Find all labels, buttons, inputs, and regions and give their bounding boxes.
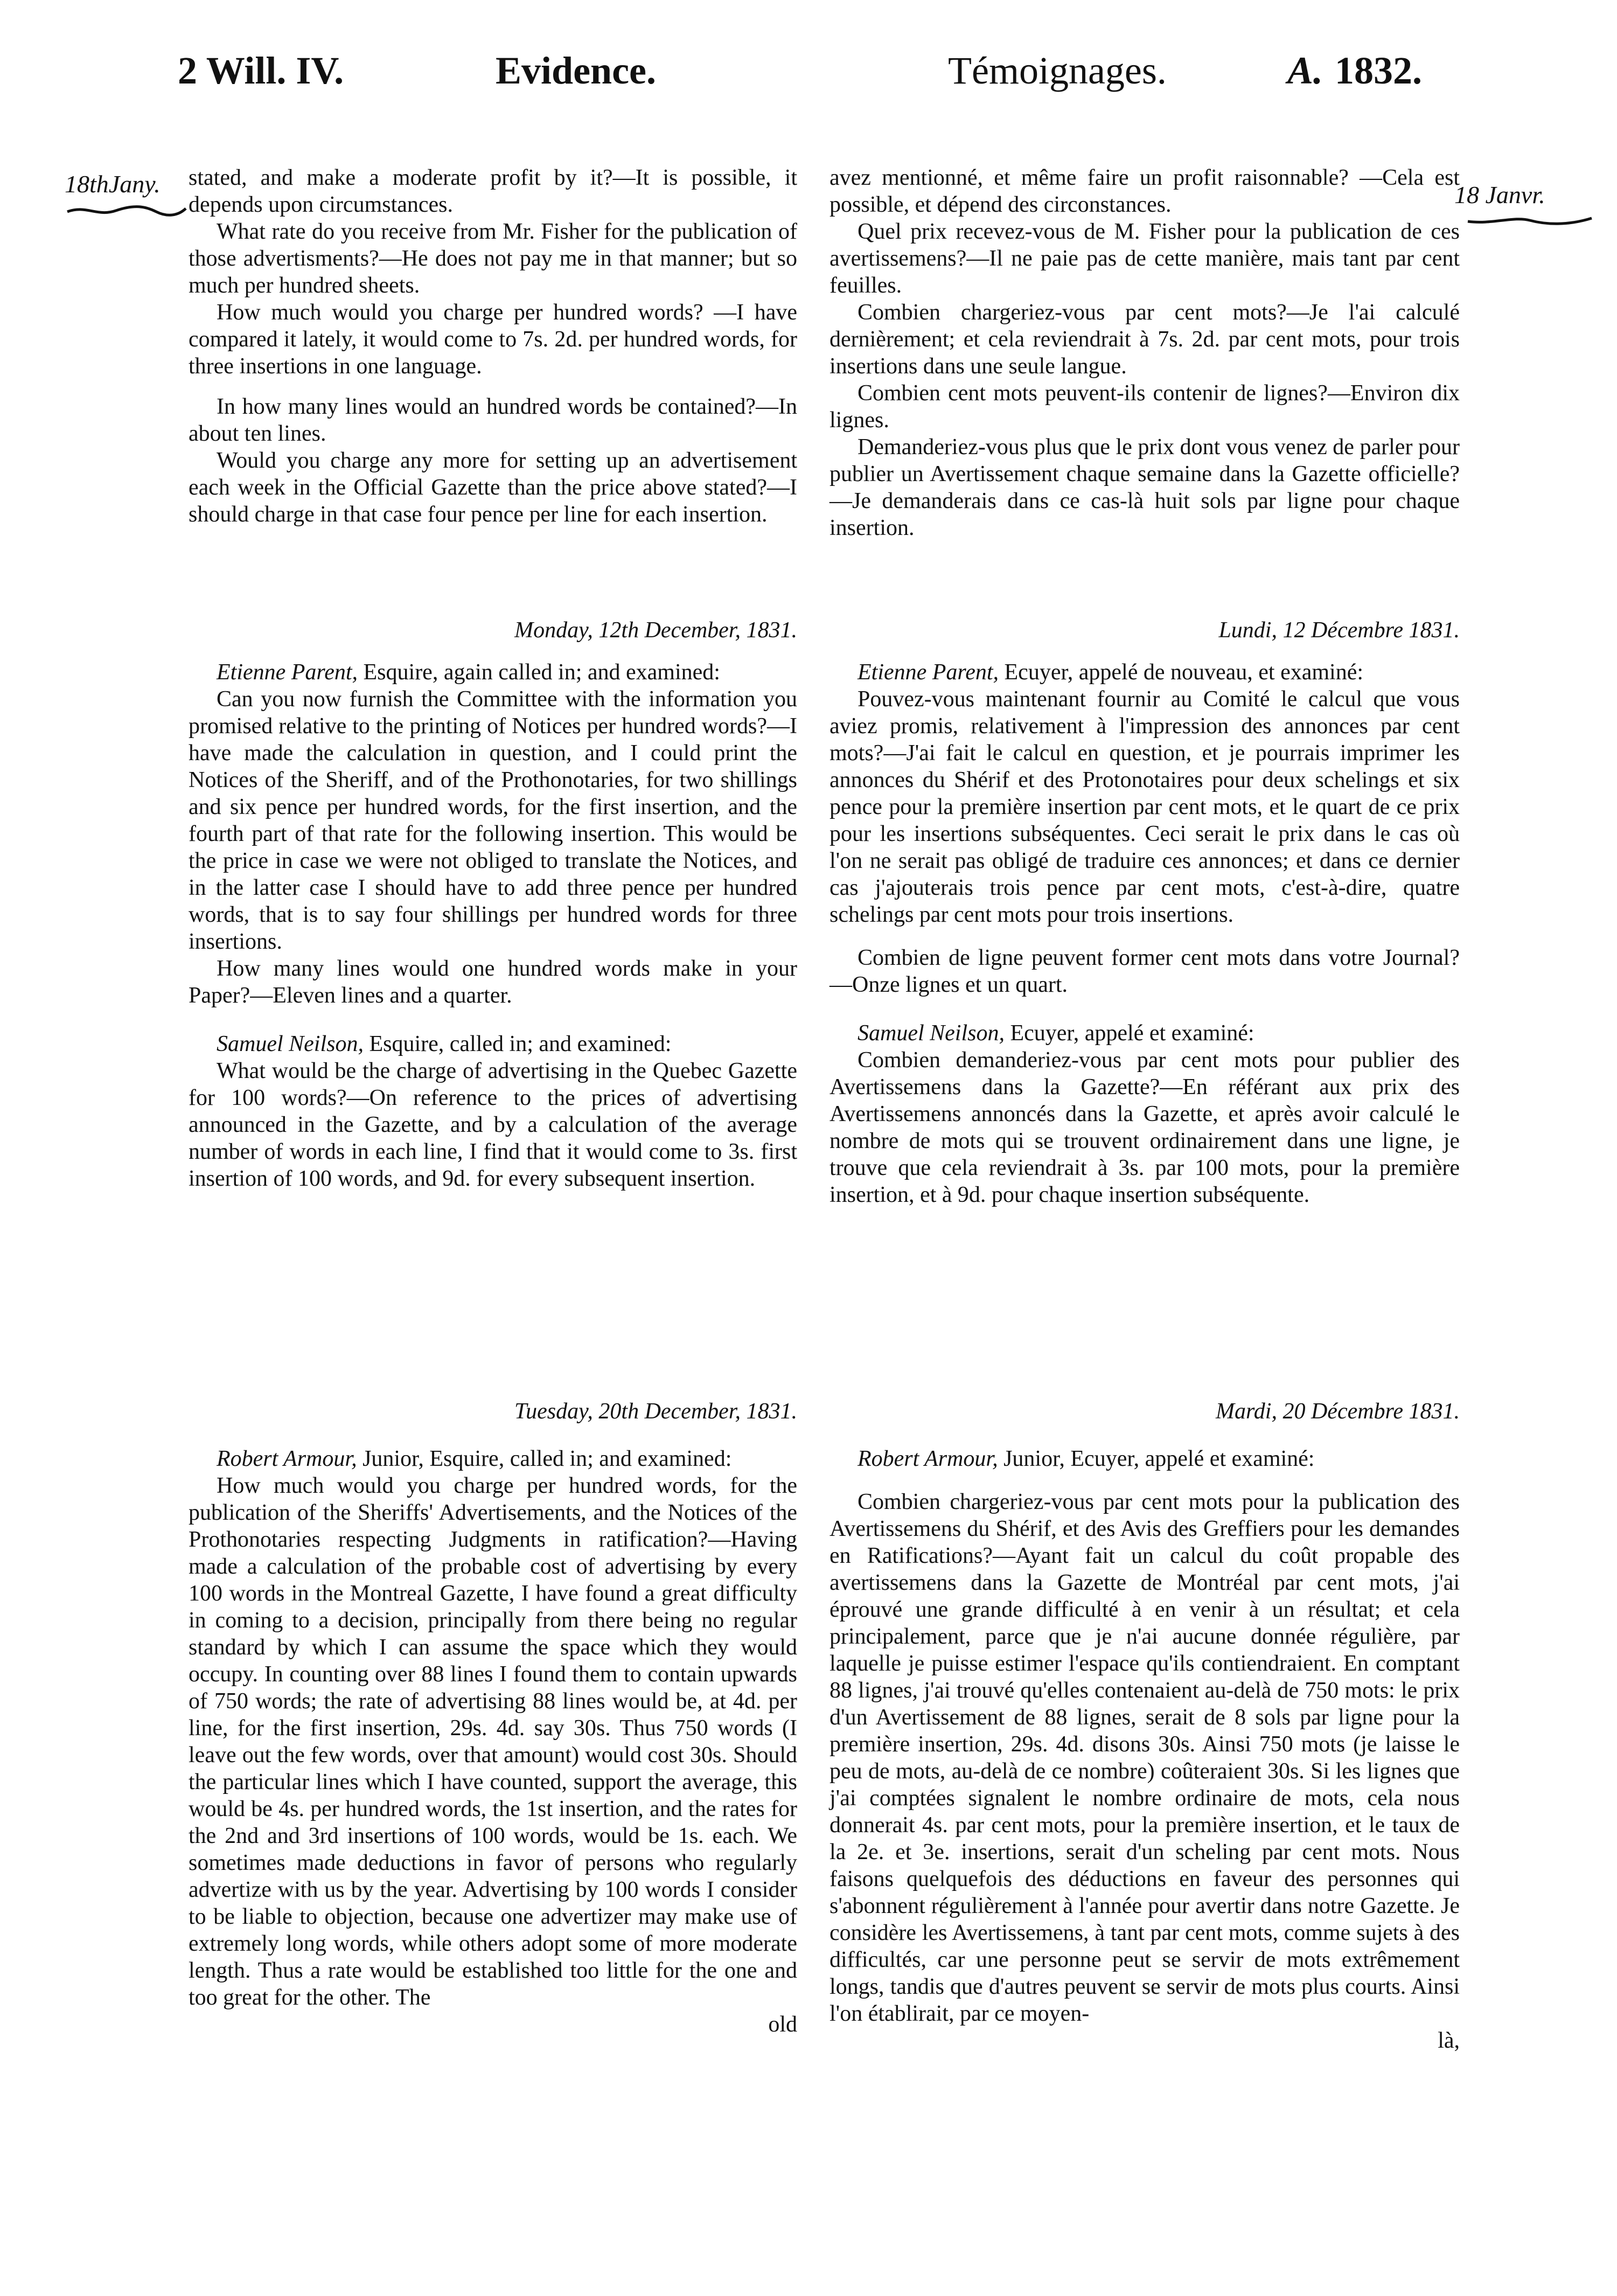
witness-line [830,659,1460,686]
english-section-continued [189,164,797,528]
witness-name: Robert Armour, [858,1446,998,1471]
paragraph: How much would you charge per hundred words? —I have compared it lately, it would come to 7s. 2d. per hundred words, for three insertions in one language. [189,300,797,379]
witness-name: Etienne Parent, [858,660,999,685]
paragraph: What rate do you receive from Mr. Fisher for the publication of those advertisments?—He does not pay me in that manner; but so much per hundred sheets. [189,219,797,298]
margin-brace-right-icon [1465,213,1594,229]
catchword: old [768,2012,797,2037]
paragraph: Combien cent mots peuvent-ils contenir de lignes?—Environ dix lignes. [830,381,1460,433]
sitting-date: Lundi, 12 Décembre 1831. [1218,618,1460,643]
sitting-date: Tuesday, 20th December, 1831. [514,1399,797,1424]
witness-name: Samuel Neilson, [858,1021,1005,1046]
english-section-monday [189,617,797,1192]
paragraph: Pouvez-vous maintenant fournir au Comité le calcul que vous aviez promis, relativement à l'impression des annonces par cent mots?—J'ai fait le calcul en question, et je pourrais imprimer les annonces du Shérif et des Protonotaires pour deux schelings et six pence pour la première insertion par cent mots, et le quart de ce prix pour les insertions subséquentes. Ceci serait le prix dans le cas où l'on ne serait pas obligé de traduire ces annonces; et dans ce dernier cas j'ajouterais trois pence par cent mots, c'est-à-dire, quatre schelings par cent mots pour trois insertions. [830,687,1460,927]
sitting-date: Mardi, 20 Décembre 1831. [1216,1399,1460,1424]
catchword: là, [1438,2028,1460,2053]
witness-status: Junior, Ecuyer, appelé et examiné: [998,1446,1315,1471]
witness-status: Esquire, called in; and examined: [363,1032,672,1056]
paragraph: What would be the charge of advertising in the Quebec Gazette for 100 words?—On reference to the prices of advertising announced in the Gazette, and by a calculation of the average number of words in each line, I find that it would come to 3s. first insertion of 100 words, and 9d. for every subsequent insertion. [189,1059,797,1191]
paragraph: How many lines would one hundred words make in your Paper?—Eleven lines and a quarter. [189,956,797,1008]
running-head-temoignages: Témoignages. [948,49,1167,92]
year: 1832. [1335,49,1423,92]
margin-date-english: 18thJany. [65,170,161,198]
witness-line [189,1445,797,1472]
sitting-date: Monday, 12th December, 1831. [514,618,797,643]
witness-status: Esquire, again called in; and examined: [358,660,720,685]
witness-line [189,659,797,686]
witness-line [830,1445,1460,1472]
witness-status: Ecuyer, appelé de nouveau, et examiné: [999,660,1364,685]
running-head-session: 2 Will. IV. [178,49,344,92]
margin-brace-left-icon [65,202,189,218]
paragraph: Combien chargeriez-vous par cent mots pour la publication des Avertissemens du Shérif, et des Avis des Greffiers pour les demandes en Ratifications?—Ayant fait un calcul du coût propable des avertissemens dans la Gazette de Montréal par cent mots, j'ai éprouvé une grande difficulté à en venir à un résultat; et cela principalement, parce que je n'ai aucune donnée régulière, par laquelle je puisse estimer l'espace qu'ils contiendraient. En comptant 88 lignes, j'ai trouvé qu'elles contenaient au-delà de 750 mots: le prix d'un Avertissement de 88 lignes, serait de 8 sols par ligne pour la première insertion, 29s. 4d. disons 30s. Ainsi 750 mots (je laisse le peu de mots, au-delà de ce nombre) coûteraient 30s. Si les lignes que j'ai comptées signalent le nombre ordinaire de mots, cela nous donnerait 4s. par cent mots, pour la première insertion, et le taux de la 2e. et 3e. insertions, serait d'un scheling par cent mots. Nous faisons quelquefois des déductions en faveur des personnes qui s'abonnent régulièrement à l'année pour avertir dans notre Gazette. Je considère les Avertissemens, à tant par cent mots, comme sujets à des difficultés, car une personne peut se servir de mots extrêmement longs, tandis que d'autres peuvent se servir de mots plus courts. Ainsi l'on établirait, par ce moyen- [830,1490,1460,2026]
paragraph: Can you now furnish the Committee with the information you promised relative to the printing of Notices per hundred words?—I have made the calculation in question, and I could print the Notices of the Sheriff, and of the Prothonotaries, for two shillings and six pence per hundred words, for the first insertion, and the fourth part of that rate for the following insertion. This would be the price in case we were not obliged to translate the Notices, and in the latter case I should have to add three pence per hundred words, that is to say four shillings per hundred words for three insertions. [189,687,797,954]
paragraph: In how many lines would an hundred words be contained?—In about ten lines. [189,394,797,446]
paragraph: Combien chargeriez-vous par cent mots?—Je l'ai calculé dernièrement; et cela reviendrait à 7s. 2d. par cent mots, pour trois insertions dans une seule langue. [830,300,1460,379]
running-head-evidence: Evidence. [496,49,656,92]
witness-name: Samuel Neilson, [217,1032,364,1056]
witness-status: Junior, Esquire, called in; and examined: [357,1446,732,1471]
witness-name: Robert Armour, [217,1446,357,1471]
paragraph: avez mentionné, et même faire un profit raisonnable? —Cela est possible, et dépend des circonstances. [830,165,1460,217]
paragraph: stated, and make a moderate profit by it?—It is possible, it depends upon circumstances. [189,165,797,217]
witness-line [830,1020,1460,1047]
paragraph: Combien demanderiez-vous par cent mots pour publier des Avertissemens dans la Gazette?—En référant aux prix des Avertissemens annoncés dans la Gazette, et après avoir calculé le nombre de mots qui se trouvent ordinairement dans une ligne, je trouve que cela reviendrait à 3s. par 100 mots, pour la première insertion, et à 9d. pour chaque insertion subséquente. [830,1048,1460,1207]
paragraph: How much would you charge per hundred words, for the publication of the Sheriffs' Advertisements, and the Notices of the Prothonotaries respecting Judgments in ratification?—Having made a calculation of the probable cost of advertising by every 100 words in the Montreal Gazette, I have found a great difficulty in coming to a decision, principally from there being no regular standard by which I can assume the space which they would occupy. In counting over 88 lines I found them to contain upwards of 750 words; the rate of advertising 88 lines would be, at 4d. per line, for the first insertion, 29s. 4d. say 30s. Thus 750 words (I leave out the few words, over that amount) would cost 30s. Should the particular lines which I have counted, support the average, this would be 4s. per hundred words, the 1st insertion, and the rates for the 2nd and 3rd insertions of 100 words, would be 1s. each. We sometimes made deductions in favor of persons who regularly advertize with us by the year. Advertising by 100 words I consider to be liable to objection, because one advertizer may make use of extremely long words, while others adopt some of more moderate length. Thus a rate would be established too little for the one and too great for the other. The [189,1473,797,2010]
witness-line [189,1031,797,1057]
witness-name: Etienne Parent, [217,660,358,685]
witness-status: Ecuyer, appelé et examiné: [1004,1021,1254,1046]
french-section-continued [830,164,1460,541]
paragraph: Would you charge any more for setting up an advertisement each week in the Official Gazette than the price above stated?—I should charge in that case four pence per line for each insertion. [189,448,797,527]
french-section-mardi [830,1398,1460,2054]
paragraph: Combien de ligne peuvent former cent mots dans votre Journal?—Onze lignes et un quart. [830,945,1460,997]
paragraph: Demanderiez-vous plus que le prix dont vous venez de parler pour publier un Avertissement chaque semaine dans la Gazette officielle?—Je demanderais dans ce cas-là huit sols par ligne pour chaque insertion. [830,435,1460,540]
running-head-year [1287,51,1422,90]
appendix-letter: A. [1287,49,1323,92]
french-section-lundi [830,617,1460,1208]
margin-date-french: 18 Janvr. [1454,181,1545,208]
paragraph: Quel prix recevez-vous de M. Fisher pour la publication de ces avertissemens?—Il ne paie pas de cette manière, mais tant par cent feuilles. [830,219,1460,298]
english-section-tuesday [189,1398,797,2038]
